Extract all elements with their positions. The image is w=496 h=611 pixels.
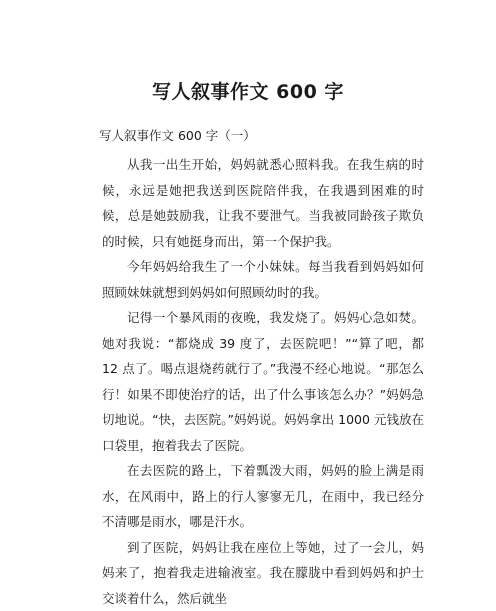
- paragraph: 到了医院，妈妈让我在座位上等她，过了一会儿，妈妈来了，抱着我走进输液室。我在朦胧中看到妈妈和护士交谈着什么，然后就坐: [102, 535, 424, 611]
- paragraph: 在去医院的路上，下着瓢泼大雨，妈妈的脸上满是雨水，在风雨中，路上的行人寥寥无几，在雨中，我已经分不清哪是雨水，哪是汗水。: [102, 458, 424, 535]
- section-subtitle: 写人叙事作文 600 字（一）: [99, 127, 256, 145]
- paragraph: 记得一个暴风雨的夜晚，我发烧了。妈妈心急如焚。她对我说：“都烧成 39 度了，去医院吧！”“算了吧，都 12 点了。喝点退烧药就行了。”我漫不经心地说。“那怎么行！如果不即使治疗的话，出了什么事该怎么办？”妈妈急切地说。“快，去医院。”妈妈说。妈妈拿出 1000 元钱放在口袋里，抱着我去了医院。: [102, 305, 424, 458]
- document-body: [102, 152, 424, 611]
- paragraph: 从我一出生开始，妈妈就悉心照料我。在我生病的时候，永远是她把我送到医院陪伴我，在我遇到困难的时候，总是她鼓励我，让我不要泄气。当我被同龄孩子欺负的时候，只有她挺身而出，第一个保护我。: [102, 152, 424, 254]
- paragraph: 今年妈妈给我生了一个小妹妹。每当我看到妈妈如何照顾妹妹就想到妈妈如何照顾幼时的我。: [102, 254, 424, 305]
- page-title: 写人叙事作文 600 字: [0, 79, 496, 105]
